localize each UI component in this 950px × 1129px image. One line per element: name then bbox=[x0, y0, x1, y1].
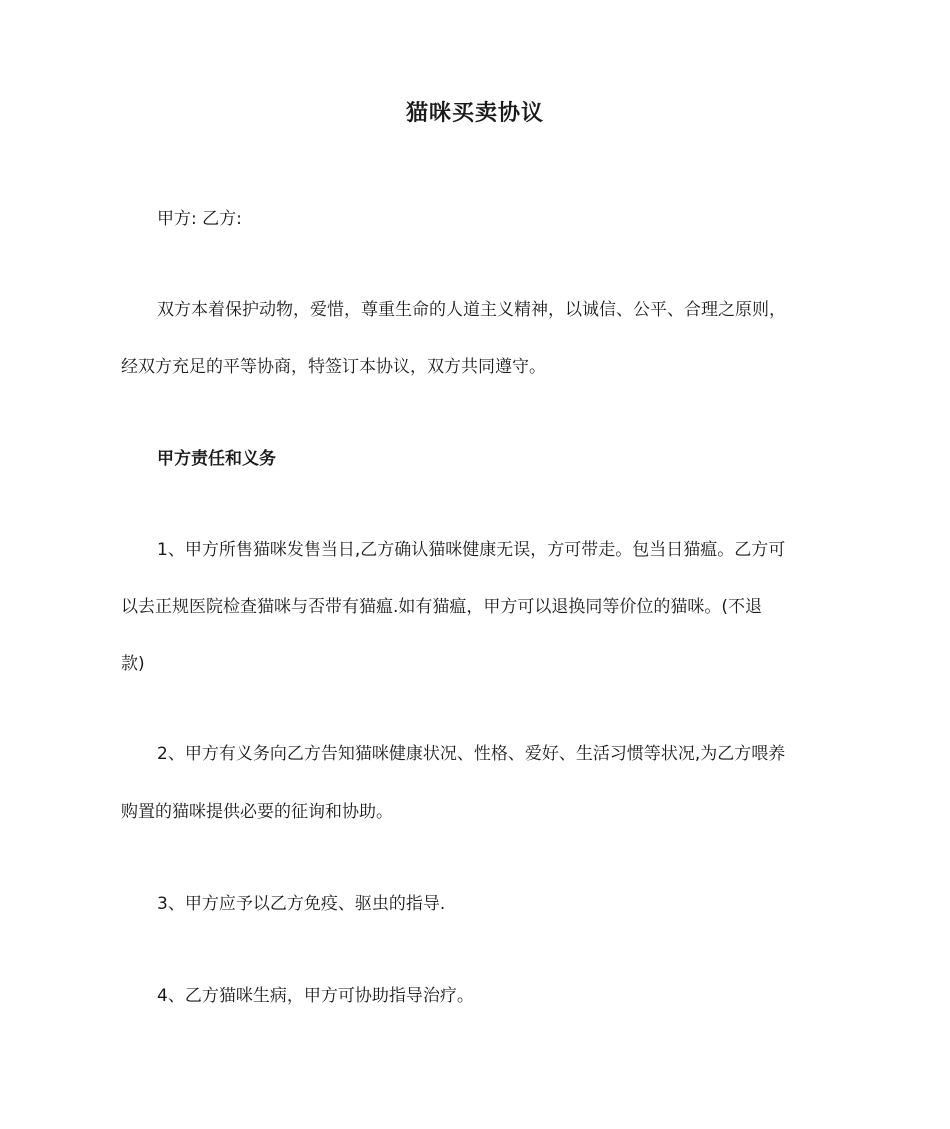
intro-line-1: 双方本着保护动物，爱惜，尊重生命的人道主义精神，以诚信、公平、合理之原则， bbox=[157, 300, 786, 320]
parties-line: 甲方: 乙方: bbox=[157, 209, 242, 229]
clause-1-line-1: 1、甲方所售猫咪发售当日,乙方确认猫咪健康无误，方可带走。包当日猫瘟。乙方可 bbox=[157, 540, 786, 560]
intro-line-2: 经双方充足的平等协商，特签订本协议，双方共同遵守。 bbox=[121, 357, 546, 377]
clause-1-line-2: 以去正规医院检查猫咪与否带有猫瘟.如有猫瘟，甲方可以退换同等价位的猫咪。(不退 bbox=[121, 597, 763, 617]
document-title: 猫咪买卖协议 bbox=[405, 101, 544, 126]
clause-3-line-1: 3、甲方应予以乙方免疫、驱虫的指导. bbox=[157, 894, 446, 914]
section-heading: 甲方责任和义务 bbox=[157, 449, 276, 469]
clause-2-line-2: 购置的猫咪提供必要的征询和协助。 bbox=[121, 802, 393, 822]
clause-2-line-1: 2、甲方有义务向乙方告知猫咪健康状况、性格、爱好、生活习惯等状况,为乙方喂养 bbox=[157, 744, 786, 764]
clause-1-line-3: 款) bbox=[121, 654, 145, 674]
clause-4-line-1: 4、乙方猫咪生病，甲方可协助指导治疗。 bbox=[157, 986, 474, 1006]
